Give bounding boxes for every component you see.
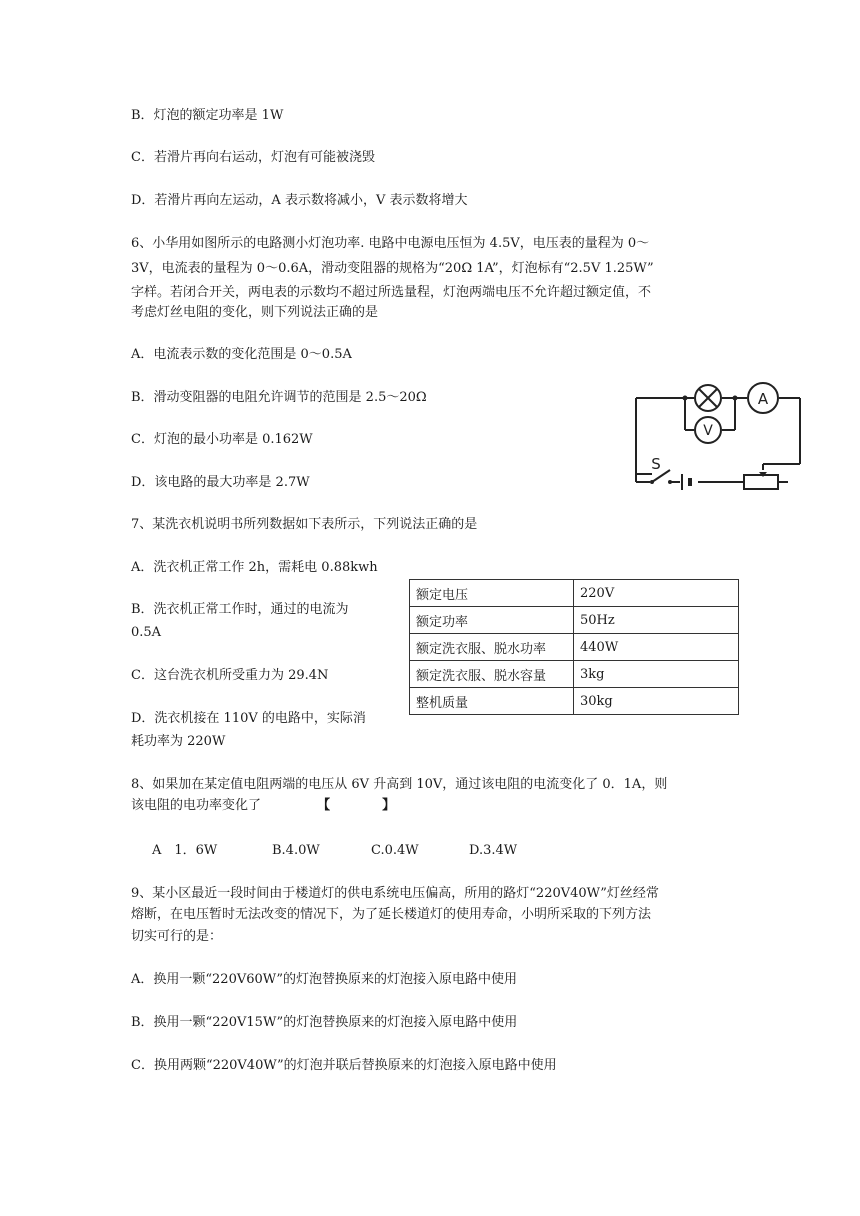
table-cell-key: 额定电压: [410, 580, 574, 607]
table-cell-key: 额定功率: [410, 607, 574, 634]
q8-option-b: B.4.0W: [272, 843, 320, 858]
circuit-diagram: [630, 378, 810, 496]
q6-stem-line-2: 3V，电流表的量程为 0～0.6A，滑动变阻器的规格为“20Ω 1A”，灯泡标有“2.5V 1.25W”: [131, 261, 654, 276]
q6-stem-line-4: 考虑灯丝电阻的变化，则下列说法正确的是: [131, 305, 379, 320]
q6-option-b: B．滑动变阻器的电阻允许调节的范围是 2.5～20Ω: [131, 390, 427, 405]
q8-stem-line-1: 8、如果加在某定值电阻两端的电压从 6V 升高到 10V，通过该电阻的电流变化了 0．1A，则: [131, 777, 668, 792]
q7-option-b-line-1: B．洗衣机正常工作时，通过的电流为: [131, 602, 349, 617]
table-cell-value: 3kg: [574, 661, 739, 688]
q9-stem-line-1: 9、某小区最近一段时间由于楼道灯的供电系统电压偏高，所用的路灯“220V40W”灯丝经常: [131, 886, 659, 901]
table-row: [410, 580, 739, 607]
q9-stem-line-2: 熔断，在电压暂时无法改变的情况下，为了延长楼道灯的使用寿命，小明所采取的下列方法: [131, 907, 652, 922]
voltmeter-label: V: [703, 423, 713, 439]
q9-option-c: C．换用两颗“220V40W”的灯泡并联后替换原来的灯泡接入原电路中使用: [131, 1058, 557, 1073]
q6-option-d: D．该电路的最大功率是 2.7W: [131, 475, 310, 490]
table-cell-key: 额定洗衣服、脱水容量: [410, 661, 574, 688]
q7-option-a: A．洗衣机正常工作 2h，需耗电 0.88kwh: [131, 560, 378, 575]
table-row: [410, 607, 739, 634]
q8-option-a: A 1．6W: [152, 843, 218, 858]
table-row: [410, 634, 739, 661]
q6-option-a: A．电流表示数的变化范围是 0～0.5A: [131, 347, 352, 362]
lamp-icon: [695, 385, 721, 411]
switch-label: S: [651, 455, 661, 473]
q7-option-d-line-1: D．洗衣机接在 110V 的电路中，实际消: [131, 711, 366, 726]
q6-option-c: C．灯泡的最小功率是 0.162W: [131, 432, 313, 447]
q8-stem-line-2: [131, 797, 395, 815]
q8-option-d: D.3.4W: [469, 843, 518, 858]
q5-option-b: B．灯泡的额定功率是 1W: [131, 108, 284, 123]
q9-stem-line-3: 切实可行的是：: [131, 929, 223, 944]
q6-stem-line-1: 6、小华用如图所示的电路测小灯泡功率. 电路中电源电压恒为 4.5V，电压表的量程为 0～: [131, 236, 650, 251]
q7-option-c: C．这台洗衣机所受重力为 29.4N: [131, 668, 329, 683]
table-cell-value: 220V: [574, 580, 739, 607]
table-row: [410, 661, 739, 688]
q6-stem-line-3: 字样。若闭合开关，两电表的示数均不超过所选量程，灯泡两端电压不允许超过额定值，不: [131, 285, 652, 300]
answer-bracket: 【 】: [317, 798, 396, 813]
q9-option-b: B．换用一颗“220V15W”的灯泡替换原来的灯泡接入原电路中使用: [131, 1015, 518, 1030]
q7-option-d-line-2: 耗功率为 220W: [131, 734, 226, 749]
q7-option-b-line-2: 0.5A: [131, 625, 162, 640]
table-cell-value: 440W: [574, 634, 739, 661]
table-cell-key: 额定洗衣服、脱水功率: [410, 634, 574, 661]
table-cell-value: 30kg: [574, 688, 739, 715]
washing-machine-spec-table: [409, 579, 739, 715]
q9-option-a: A．换用一颗“220V60W”的灯泡替换原来的灯泡接入原电路中使用: [131, 972, 518, 987]
ammeter-label: A: [757, 390, 769, 408]
table-cell-key: 整机质量: [410, 688, 574, 715]
q8-stem-text: 该电阻的电功率变化了: [131, 798, 262, 813]
q5-option-d: D．若滑片再向左运动，A 表示数将减小，V 表示数将增大: [131, 193, 468, 208]
table-row: [410, 688, 739, 715]
q7-stem: 7、某洗衣机说明书所列数据如下表所示，下列说法正确的是: [131, 517, 478, 532]
q8-option-c: C.0.4W: [371, 843, 419, 858]
q5-option-c: C．若滑片再向右运动，灯泡有可能被浇毁: [131, 150, 375, 165]
table-cell-value: 50Hz: [574, 607, 739, 634]
